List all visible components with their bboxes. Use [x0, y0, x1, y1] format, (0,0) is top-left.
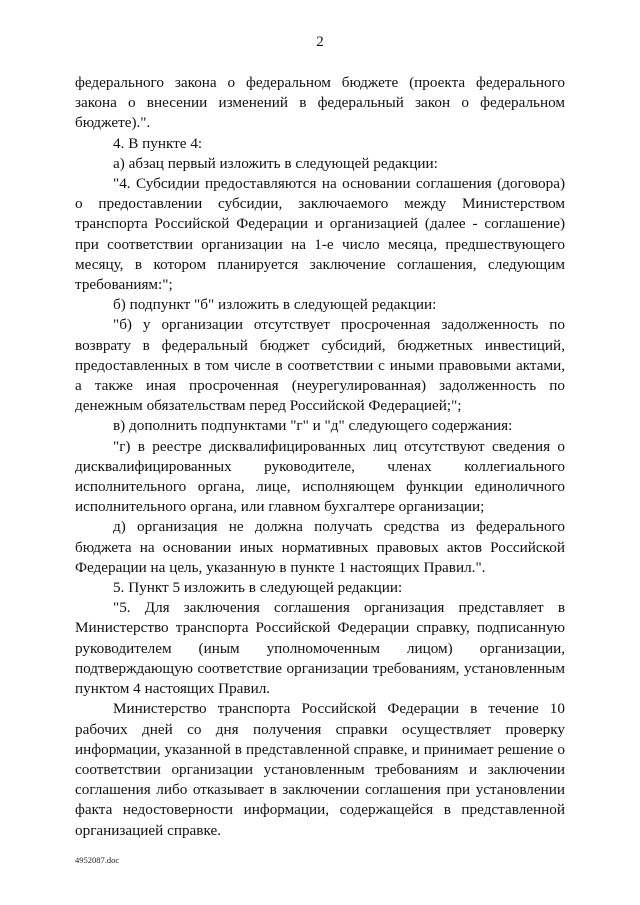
paragraph-subitem-v: в) дополнить подпунктами "г" и "д" следующего содержания:	[113, 417, 513, 435]
paragraph-continuation: федерального закона о федеральном бюджете (проекта федерального закона о внесении изменений в федеральный закон о федеральном бюджете).".	[75, 74, 565, 132]
paragraph-subitem-a: а) абзац первый изложить в следующей редакции:	[113, 154, 438, 172]
document-code: 4952087.doc	[75, 855, 120, 865]
paragraph-agreement-clause: "5. Для заключения соглашения организация представляет в Министерство транспорта Российской Федерации справку, подписанную руководителем (иным уполномоченным лицом) организации, подтверждающую соответствие организации требованиям, установленным пунктом 4 настоящих Правил.	[75, 599, 565, 698]
page-number: 2	[316, 34, 324, 50]
paragraph-subsidy-clause: "4. Субсидии предоставляются на основании соглашения (договора) о предоставлении субсидии, заключаемого между Министерством транспорта Российской Федерации и организацией (далее - соглашение) при соответствии организации на 1-е число месяца, предшествующего месяцу, в котором планируется заключение соглашения, следующим требованиям:";	[75, 175, 565, 294]
paragraph-disqualified-clause: "г) в реестре дисквалифицированных лиц отсутствуют сведения о дисквалифицированных руководителе, членах коллегиального исполнительного органа, лице, исполняющем функции единоличного исполнительного органа, или главном бухгалтере организации;	[75, 437, 565, 516]
paragraph-item-4: 4. В пункте 4:	[113, 134, 203, 152]
paragraph-funding-clause: д) организация не должна получать средства из федерального бюджета на основании иных нормативных правовых актов Российской Федерации на цель, указанную в пункте 1 настоящих Правил.".	[75, 518, 565, 576]
paragraph-subitem-b: б) подпункт "б" изложить в следующей редакции:	[113, 296, 437, 314]
paragraph-debt-clause: "б) у организации отсутствует просроченная задолженность по возврату в федеральный бюджет субсидий, бюджетных инвестиций, предоставленных в том числе в соответствии с иными правовыми актами, а также иная просроченная (неурегулированная) задолженность по денежным обязательствам перед Российской Федерацией;";	[75, 316, 565, 415]
paragraph-item-5: 5. Пункт 5 изложить в следующей редакции:	[113, 579, 403, 597]
document-body	[75, 73, 565, 841]
paragraph-ministry-review: Министерство транспорта Российской Федерации в течение 10 рабочих дней со дня получения справки осуществляет проверку информации, указанной в представленной справке, и принимает решение о соответствии организации установленным требованиям и заключении соглашения либо отказывает в заключении соглашения при установлении факта недостоверности информации, содержащейся в представленной организацией справке.	[75, 700, 565, 839]
